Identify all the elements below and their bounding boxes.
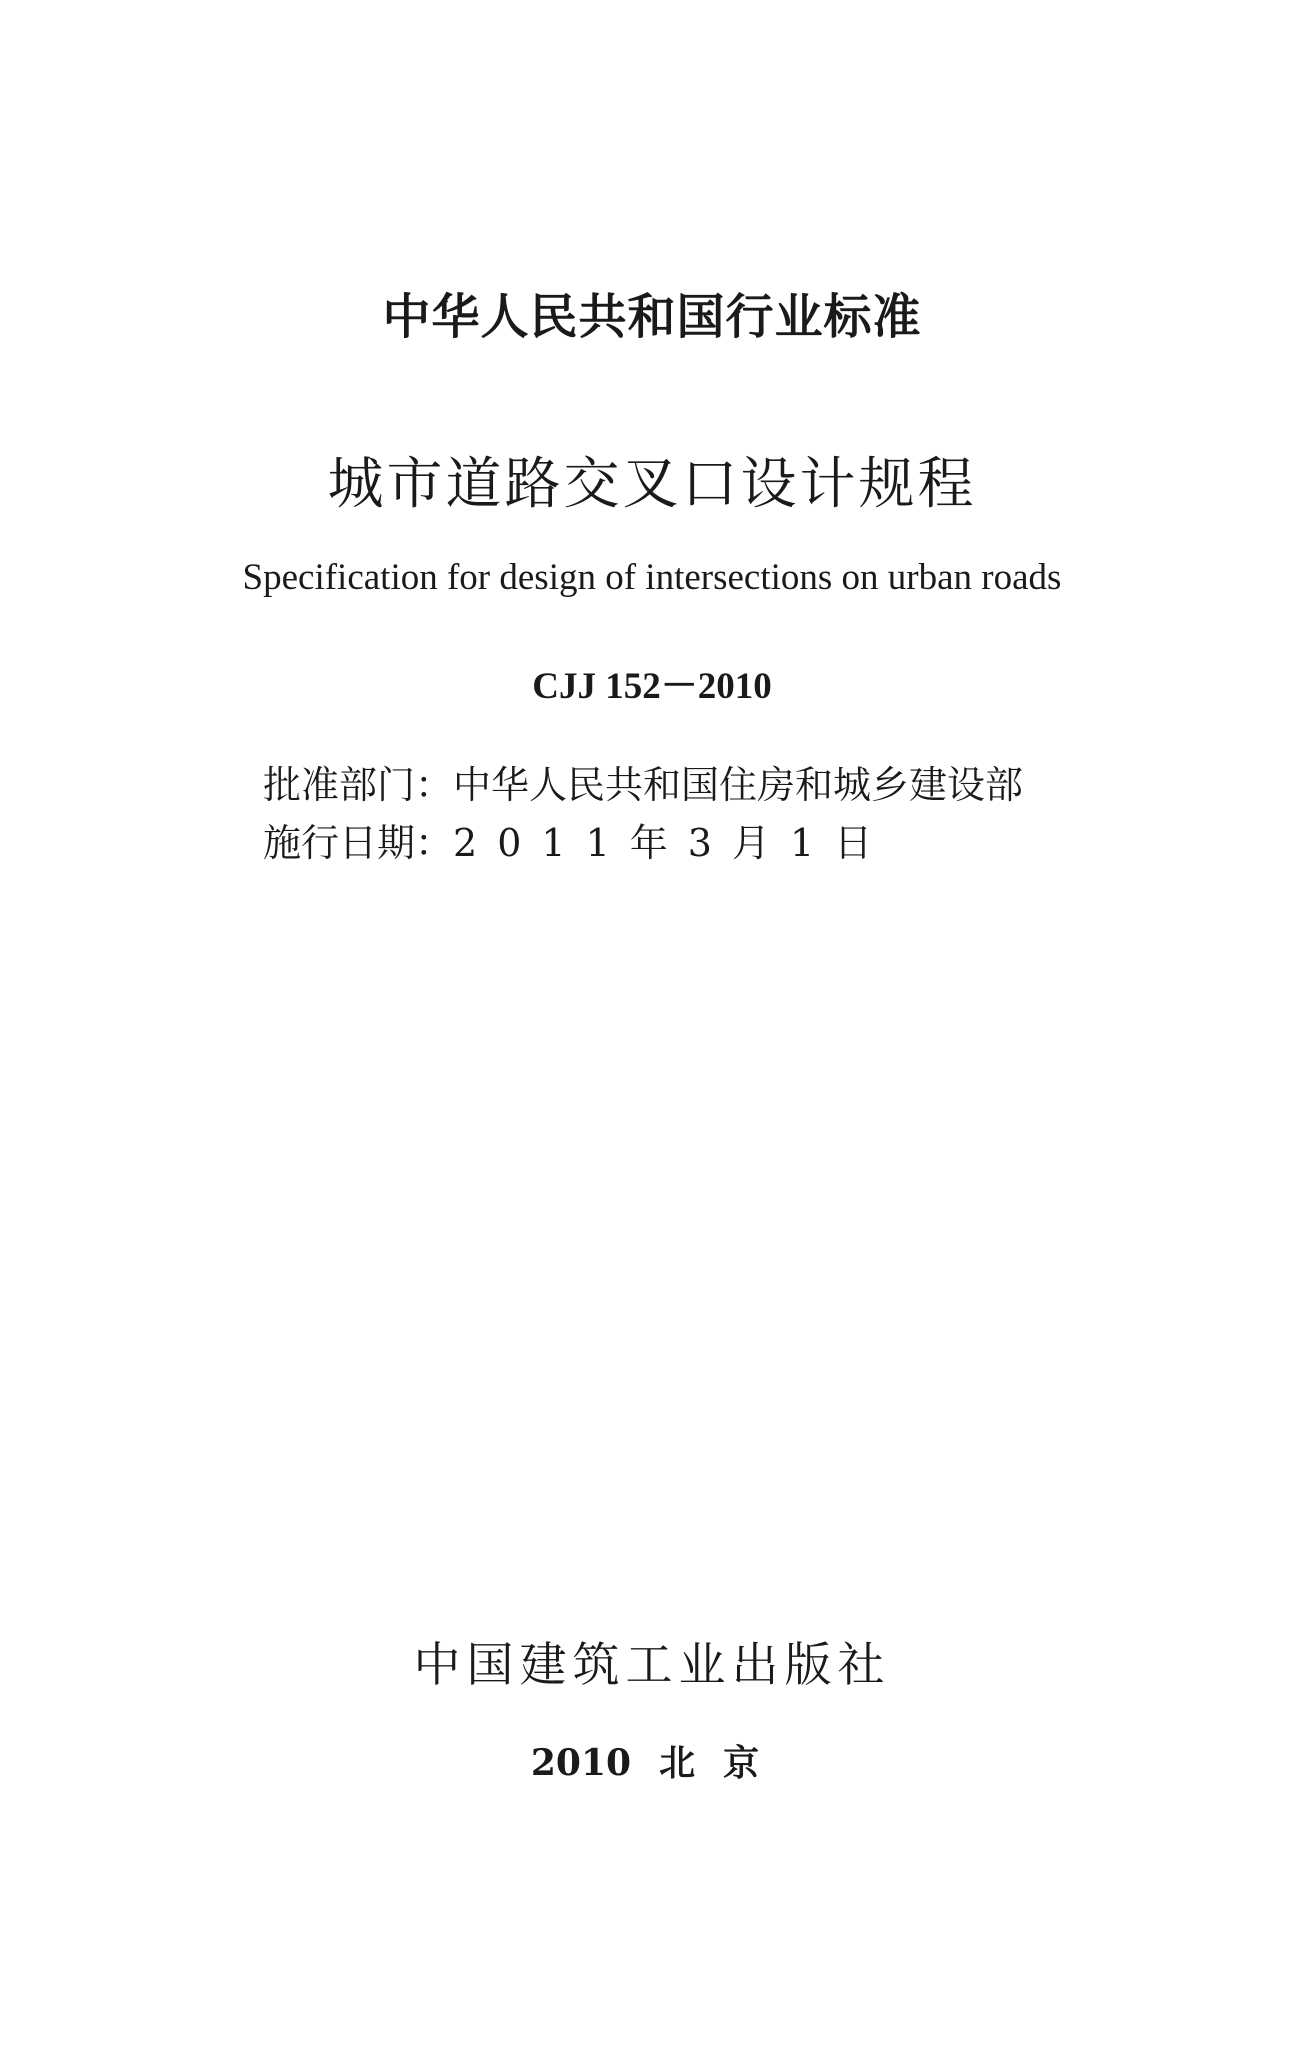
date-char: 日: [834, 821, 873, 865]
date-char: 年: [629, 821, 668, 865]
approval-value: 中华人民共和国住房和城乡建设部: [453, 763, 1024, 807]
date-char: 3: [687, 821, 712, 865]
date-char: 1: [585, 821, 610, 865]
imprint-city-char: 北: [659, 1742, 696, 1784]
approval-line: [263, 754, 1063, 809]
effective-date-label: 施行日期：: [263, 821, 454, 865]
standard-code: CJJ 152－2010: [532, 666, 772, 707]
imprint-city-char: 京: [723, 1742, 760, 1784]
imprint-year: 2010: [530, 1742, 632, 1784]
date-char: 月: [731, 821, 770, 865]
date-char: 1: [541, 821, 566, 865]
date-char: 1: [789, 821, 815, 865]
date-char: 2: [453, 821, 478, 865]
imprint-line: [0, 1735, 1304, 1786]
publisher-name: 中国建筑工业出版社: [413, 1638, 891, 1693]
standard-category: 中华人民共和国行业标准: [382, 289, 922, 345]
date-char: 0: [497, 821, 522, 865]
effective-date-line: [263, 812, 1063, 867]
document-title-zh: 城市道路交叉口设计规程: [327, 452, 977, 517]
approval-label: 批准部门：: [263, 763, 454, 807]
document-title-en: Specification for design of intersections on urban roads: [242, 557, 1062, 598]
